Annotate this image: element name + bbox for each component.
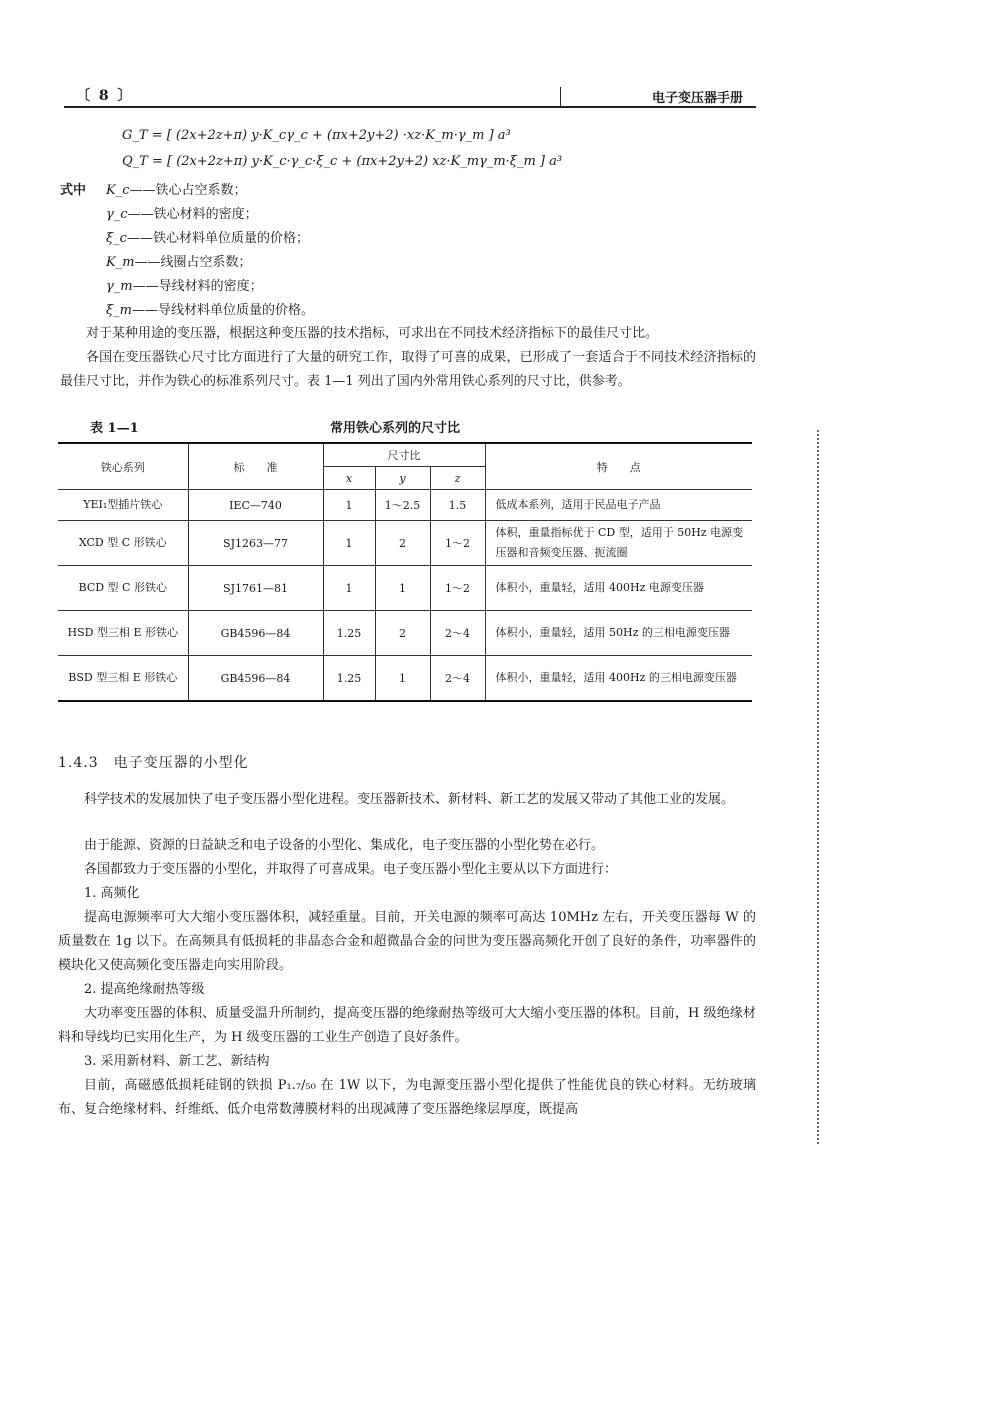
cell-z: 1～2: [430, 566, 485, 611]
paragraph: [60, 322, 756, 346]
cell-series: HSD 型三相 E 形铁心: [58, 611, 188, 656]
cell-z: 1～2: [430, 521, 485, 566]
header-y: y: [375, 467, 430, 490]
paragraph: [58, 1002, 756, 1050]
subheading-text: 2. 提高绝缘耐热等级: [84, 982, 205, 997]
cell-x: 1: [323, 521, 375, 566]
definition-symbol: ξ_c: [106, 231, 127, 246]
cell-y: 2: [375, 611, 430, 656]
table-title: 常用铁心系列的尺寸比: [330, 421, 461, 436]
running-header-title: 电子变压器手册: [652, 91, 744, 106]
header-features: 特 点: [485, 443, 752, 490]
paragraph-text: 提高电源频率可大大缩小变压器体积，减轻重量。目前，开关电源的频率可高达 10MHz 左右，开关变压器每 W 的质量数在 1g 以下。在高频具有低损耗的非晶态合金和超微晶合金的问世为变压器高频化开创了良好的条件，功率器件的模块化又使高频化变压器走向实用阶段。: [58, 910, 756, 973]
where-label: 式中: [60, 183, 87, 198]
header-standard: 标 准: [188, 443, 323, 490]
header-series: 铁心系列: [58, 443, 188, 490]
subheading: [58, 882, 756, 906]
table-number: 表 1—1: [90, 421, 139, 436]
cell-x: 1.25: [323, 656, 375, 702]
cell-series: BSD 型三相 E 形铁心: [58, 656, 188, 702]
table-row: [58, 490, 752, 521]
definition-symbol: K_c: [106, 183, 130, 198]
definition-item: [106, 275, 263, 294]
table-row: [58, 611, 752, 656]
cell-x: 1: [323, 490, 375, 521]
cell-x: 1.25: [323, 611, 375, 656]
paragraph: [60, 346, 756, 394]
paragraph-text: 科学技术的发展加快了电子变压器小型化进程。变压器新技术、新材料、新工艺的发展又带动了其他工业的发展。: [84, 792, 735, 807]
definition-item: [106, 299, 314, 318]
definition-symbol: ξ_m: [106, 303, 132, 318]
paragraph: [58, 906, 756, 978]
definition-text: ——铁心材料的密度；: [127, 207, 258, 222]
table-row: [58, 656, 752, 702]
paragraph: [58, 1074, 756, 1122]
header-divider: [560, 87, 561, 107]
definition-text: ——铁心材料单位质量的价格；: [126, 231, 309, 246]
core-series-table: [58, 442, 752, 702]
paragraph-text: 目前，高磁感低损耗硅钢的铁损 P₁.₇/₅₀ 在 1W 以下，为电源变压器小型化提供了性能优良的铁心材料。无纺玻璃布、复合绝缘材料、纤维纸、低介电常数薄膜材料的出现减薄了变压器绝缘层厚度，既提高: [58, 1078, 756, 1117]
page-number: 〔 8 〕: [76, 88, 134, 104]
definition-item: [106, 227, 309, 246]
subheading: [58, 978, 756, 1002]
cell-features: 体积小，重量轻，适用 400Hz 的三相电源变压器: [485, 656, 752, 702]
header-z: z: [430, 467, 485, 490]
cell-y: 1: [375, 656, 430, 702]
cell-standard: SJ1263—77: [188, 521, 323, 566]
subheading-text: 3. 采用新材料、新工艺、新结构: [84, 1054, 270, 1069]
definition-text: ——导线材料的密度；: [132, 279, 263, 294]
paragraph-text: 各国在变压器铁心尺寸比方面进行了大量的研究工作，取得了可喜的成果，已形成了一套适合于不同技术经济指标的最佳尺寸比，并作为铁心的标准系列尺寸。表 1—1 列出了国内外常用铁心系列的尺寸比，供参考。: [60, 350, 756, 389]
header-rule: [64, 106, 756, 108]
cell-z: 2～4: [430, 611, 485, 656]
cell-features: 体积小，重量轻，适用 400Hz 电源变压器: [485, 566, 752, 611]
paragraph: [58, 858, 756, 882]
formula-cost: Q_T = [ (2x+2z+π) y·K_c·γ_c·ξ_c + (πx+2y+2) xz·K_mγ_m·ξ_m ] a³: [122, 154, 563, 169]
cell-standard: GB4596—84: [188, 611, 323, 656]
paragraph-text: 大功率变压器的体积、质量受温升所制约，提高变压器的绝缘耐热等级可大大缩小变压器的体积。目前，H 级绝缘材料和导线均已实用化生产，为 H 级变压器的工业生产创造了良好条件。: [58, 1006, 756, 1045]
table-row: [58, 521, 752, 566]
cell-z: 1.5: [430, 490, 485, 521]
section-heading: 1.4.3 电子变压器的小型化: [58, 755, 249, 771]
header-ratio: 尺寸比: [323, 443, 485, 467]
header-x: x: [323, 467, 375, 490]
definition-symbol: γ_c: [106, 207, 128, 222]
subheading-text: 1. 高频化: [84, 886, 140, 901]
paragraph-text: 由于能源、资源的日益缺乏和电子设备的小型化、集成化，电子变压器的小型化势在必行。: [84, 838, 605, 853]
cell-y: 2: [375, 521, 430, 566]
cell-y: 1: [375, 566, 430, 611]
cell-y: 1～2.5: [375, 490, 430, 521]
paragraph-text: 各国都致力于变压器的小型化，并取得了可喜成果。电子变压器小型化主要从以下方面进行：: [84, 862, 618, 877]
cell-features: 体积小，重量轻，适用 50Hz 的三相电源变压器: [485, 611, 752, 656]
scan-margin-line: [817, 430, 819, 1144]
subheading: [58, 1050, 756, 1074]
table-row: [58, 566, 752, 611]
paragraph: [58, 834, 756, 858]
cell-z: 2～4: [430, 656, 485, 702]
definition-text: ——导线材料单位质量的价格。: [132, 303, 315, 318]
cell-series: YEI₁型插片铁心: [58, 490, 188, 521]
paragraph: [58, 788, 756, 812]
cell-series: BCD 型 C 形铁心: [58, 566, 188, 611]
cell-standard: IEC—740: [188, 490, 323, 521]
formula-weight: G_T = [ (2x+2z+π) y·K_cγ_c + (πx+2y+2) ·xz·K_m·γ_m ] a³: [122, 128, 511, 143]
cell-series: XCD 型 C 形铁心: [58, 521, 188, 566]
cell-features: 体积，重量指标优于 CD 型，适用于 50Hz 电源变压器和音频变压器、扼流圈: [485, 521, 752, 566]
definition-text: ——铁心占空系数；: [129, 183, 247, 198]
definition-text: ——线圈占空系数；: [134, 255, 252, 270]
definition-symbol: K_m: [106, 255, 135, 270]
definition-symbol: γ_m: [106, 279, 133, 294]
cell-standard: GB4596—84: [188, 656, 323, 702]
definition-item: [106, 179, 247, 198]
definition-item: [106, 251, 252, 270]
cell-x: 1: [323, 566, 375, 611]
cell-features: 低成本系列，适用于民品电子产品: [485, 490, 752, 521]
paragraph-text: 对于某种用途的变压器，根据这种变压器的技术指标，可求出在不同技术经济指标下的最佳尺寸比。: [86, 326, 659, 341]
cell-standard: SJ1761—81: [188, 566, 323, 611]
definition-item: [106, 203, 258, 222]
